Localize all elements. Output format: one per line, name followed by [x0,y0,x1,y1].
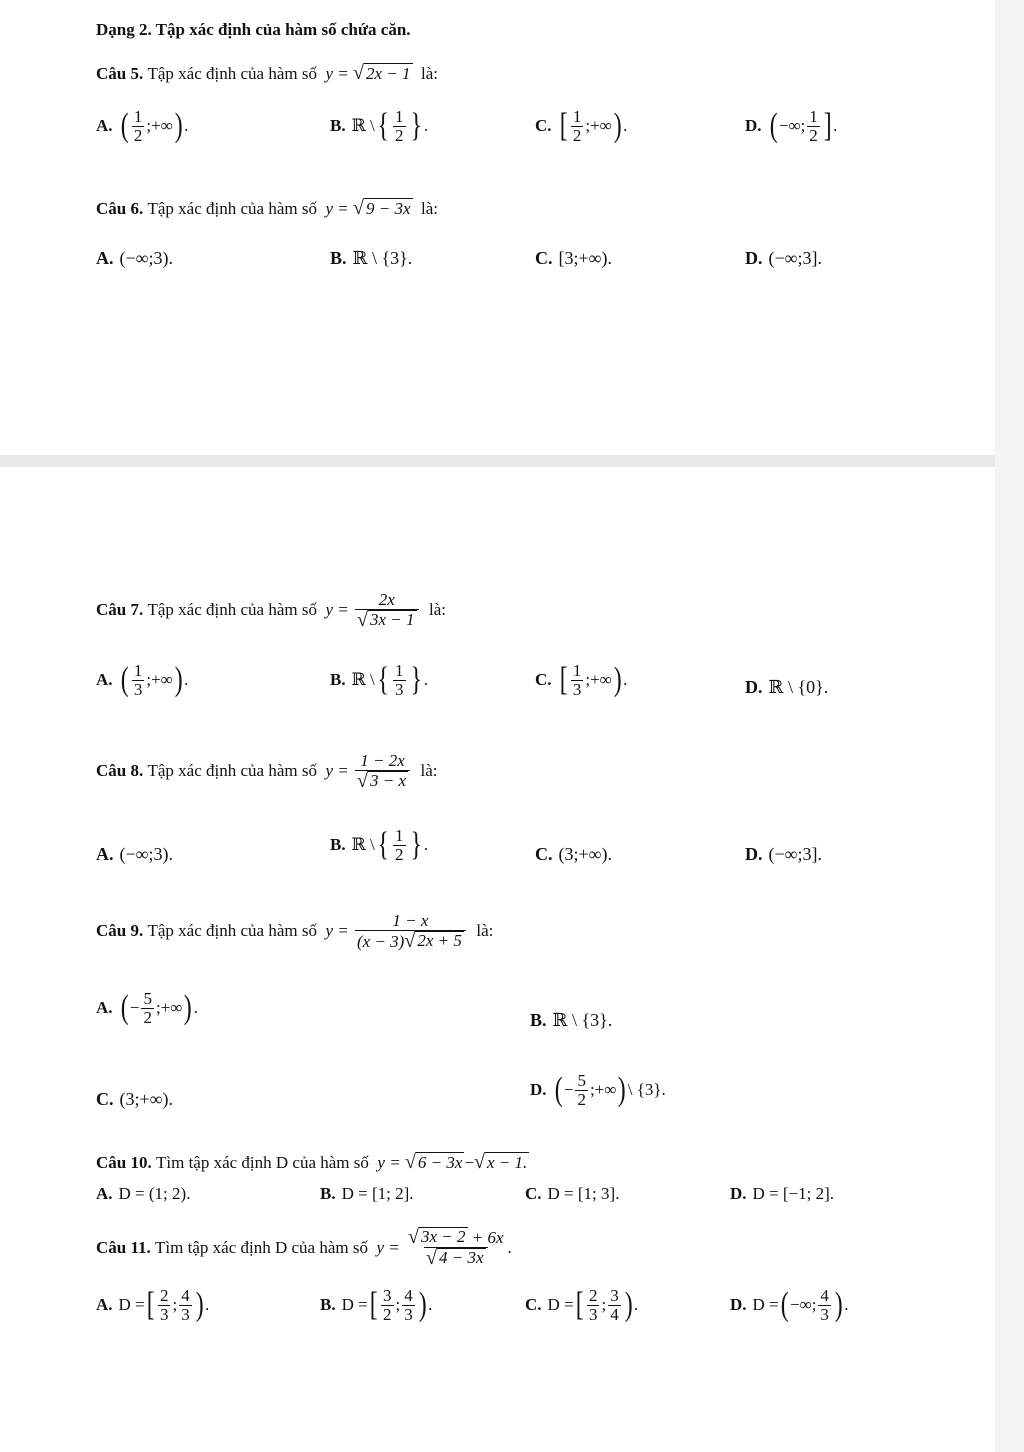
fraction: $\frac{5}{2}$ [577,1071,586,1109]
answer-d[interactable]: D. D = [−1; 2]. [730,1184,835,1203]
answer-b[interactable]: B. ℝ \ { $\frac{1}{2}$ } . [330,826,429,864]
question-text: Tìm tập xác định D của hàm số [155,1237,368,1257]
answer-b[interactable]: B. ℝ \ {3}. [530,1010,613,1030]
question-suffix: là: [421,198,438,218]
sqrt-expression: √ 2x − 1 [352,62,411,84]
function-name: y = [325,761,349,781]
question-suffix: là: [429,600,446,620]
section-heading: Dạng 2. Tập xác định của hàm số chứa căn. [96,20,411,39]
fraction: $\frac{1}{2}$ [395,826,404,864]
question-text: Tìm tập xác định D của hàm số [155,1152,369,1172]
answer-c[interactable]: C. D = [ $\frac{2}{3}$ ; $\frac{3}{4}$ ) . [525,1286,639,1324]
function-name: y = [377,1152,401,1172]
answer-d[interactable]: D. ( − $\frac{5}{2}$ ;+∞ ) \ {3}. [530,1071,666,1109]
fraction: $\frac{1}{2}$ [572,107,582,145]
answer-c[interactable]: C. [ $\frac{1}{2}$ ;+∞ ) . [535,107,628,145]
answer-a[interactable]: A. ( $\frac{1}{2}$ ;+∞ ) . [96,107,189,145]
sqrt-expression: √ 6 − 3x [404,1151,463,1173]
fraction: $\frac{1}{2}$ [133,107,143,145]
question-7 [96,591,446,630]
fraction: $\frac{1}{2}$ [395,107,404,145]
question-label: Câu 10. [96,1152,152,1172]
answer-d[interactable]: D. ℝ \ {0}. [745,677,829,697]
answer-a[interactable]: A. (−∞;3). [96,844,173,864]
answer-d[interactable]: D. (−∞;3]. [745,844,822,864]
question-8 [96,752,438,791]
answer-a[interactable]: A. D = (1; 2). [96,1184,191,1203]
answer-c[interactable]: C. (3;+∞). [96,1089,173,1109]
answer-c[interactable]: C. [3;+∞). [535,248,612,268]
fraction: √ 3x − 2 + 6x √ 4 − 3x [408,1226,504,1269]
answer-d[interactable]: D. ( −∞; $\frac{1}{2}$ ] . [745,107,838,145]
page-edge-strip [995,0,1024,1452]
function-name: y = [325,921,349,941]
answer-c[interactable]: C. D = [1; 3]. [525,1184,620,1203]
question-label: Câu 6. [96,198,144,218]
question-label: Câu 8. [96,761,144,781]
question-suffix: là: [476,921,494,941]
answer-c[interactable]: C. [ $\frac{1}{3}$ ;+∞ ) . [535,661,628,699]
answer-a[interactable]: A. D = [ $\frac{2}{3}$ ; $\frac{4}{3}$ ) . [96,1286,210,1324]
fraction: $\frac{1}{3}$ [395,661,404,699]
question-label: Câu 9. [96,921,144,941]
answer-b[interactable]: B. ℝ \ { $\frac{1}{2}$ } . [330,107,429,145]
fraction: $\frac{5}{2}$ [143,989,152,1027]
answer-b[interactable]: B. D = [ $\frac{3}{2}$ ; $\frac{4}{3}$ ) . [320,1286,433,1324]
function-name: y = [325,63,349,83]
question-label: Câu 5. [96,63,144,83]
fraction: $\frac{1}{2}$ [809,107,818,145]
question-11: Câu 11. Tìm tập xác định D của hàm số y = √ 3x − 2 + 6x √ 4 − 3x . [96,1226,512,1269]
question-text: Tập xác định của hàm số [147,63,317,83]
answer-b[interactable]: B. ℝ \ { $\frac{1}{3}$ } . [330,661,429,699]
fraction: 1 − 2x √ 3 − x [355,752,410,791]
sqrt-expression: √ x − 1. [474,1151,528,1173]
answer-a[interactable]: A. ( $\frac{1}{3}$ ;+∞ ) . [96,661,189,699]
fraction: 2x √ 3x − 1 [355,591,419,630]
question-label: Câu 7. [96,600,144,620]
page-separator [0,455,995,467]
question-5 [96,63,438,84]
answer-d[interactable]: D. (−∞;3]. [745,248,822,268]
answer-d[interactable]: D. D = ( −∞; $\frac{4}{3}$ ) . [730,1286,849,1324]
document-page-2 [0,467,995,1452]
fraction: $\frac{1}{3}$ [572,661,582,699]
function-name: y = [325,198,349,218]
question-6 [96,198,438,219]
answer-b[interactable]: B. D = [1; 2]. [320,1184,414,1203]
question-text: Tập xác định của hàm số [147,761,317,781]
question-9 [96,912,493,951]
question-suffix: là: [420,761,438,781]
function-name: y = [325,600,349,620]
question-text: Tập xác định của hàm số [147,921,317,941]
function-name: y = [376,1237,400,1257]
document-page-1 [0,0,995,455]
answer-c[interactable]: C. (3;+∞). [535,844,612,864]
answer-a[interactable]: A. ( − $\frac{5}{2}$ ;+∞ ) . [96,989,198,1027]
question-suffix: là: [421,63,438,83]
sqrt-expression: √ 9 − 3x [352,197,411,219]
question-text: Tập xác định của hàm số [147,198,317,218]
question-10: Câu 10. Tìm tập xác định D của hàm số y = √ 6 − 3x − √ x − 1. [96,1151,528,1173]
question-text: Tập xác định của hàm số [147,600,317,620]
question-label: Câu 11. [96,1237,151,1257]
answer-b[interactable]: B. ℝ \ {3}. [330,248,413,268]
fraction: 1 − x (x − 3) √ 2x + 5 [355,912,466,951]
fraction: $\frac{1}{3}$ [133,661,143,699]
answer-a[interactable]: A. (−∞;3). [96,248,173,268]
